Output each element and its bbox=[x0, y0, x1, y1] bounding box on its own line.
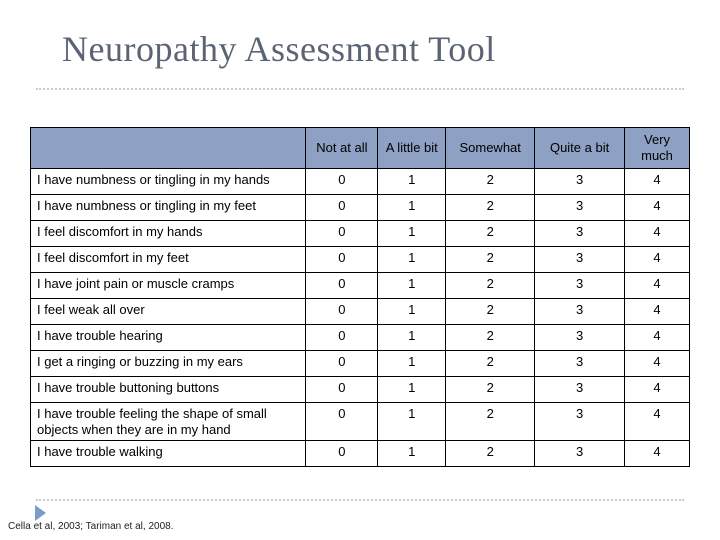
title-divider bbox=[36, 88, 684, 90]
score-cell: 2 bbox=[446, 195, 535, 221]
score-cell: 2 bbox=[446, 377, 535, 403]
table-row bbox=[31, 377, 690, 403]
score-cell: 0 bbox=[306, 403, 378, 441]
triangle-bullet-icon bbox=[35, 505, 46, 521]
score-cell: 4 bbox=[625, 403, 690, 441]
score-cell: 1 bbox=[378, 273, 446, 299]
score-cell: 0 bbox=[306, 441, 378, 467]
score-cell: 3 bbox=[535, 441, 625, 467]
table-row bbox=[31, 441, 690, 467]
score-cell: 1 bbox=[378, 377, 446, 403]
row-item: I have trouble walking bbox=[31, 441, 306, 467]
score-cell: 2 bbox=[446, 403, 535, 441]
slide-title: Neuropathy Assessment Tool bbox=[62, 29, 496, 69]
score-cell: 2 bbox=[446, 299, 535, 325]
row-item: I feel discomfort in my feet bbox=[31, 247, 306, 273]
score-cell: 3 bbox=[535, 195, 625, 221]
score-cell: 3 bbox=[535, 377, 625, 403]
header-somewhat: Somewhat bbox=[446, 128, 535, 169]
score-cell: 1 bbox=[378, 247, 446, 273]
score-cell: 4 bbox=[625, 273, 690, 299]
score-cell: 3 bbox=[535, 325, 625, 351]
assessment-table bbox=[30, 127, 690, 467]
score-cell: 2 bbox=[446, 325, 535, 351]
score-cell: 0 bbox=[306, 221, 378, 247]
score-cell: 4 bbox=[625, 195, 690, 221]
score-cell: 4 bbox=[625, 221, 690, 247]
header-very-much: Very much bbox=[625, 128, 690, 169]
score-cell: 4 bbox=[625, 351, 690, 377]
score-cell: 2 bbox=[446, 351, 535, 377]
score-cell: 2 bbox=[446, 441, 535, 467]
row-item: I feel weak all over bbox=[31, 299, 306, 325]
score-cell: 4 bbox=[625, 169, 690, 195]
footer-divider bbox=[36, 499, 684, 501]
header-item bbox=[31, 128, 306, 169]
table-row bbox=[31, 273, 690, 299]
score-cell: 0 bbox=[306, 377, 378, 403]
row-item: I have trouble feeling the shape of small objects when they are in my hand bbox=[31, 403, 306, 441]
table-header-row bbox=[31, 128, 690, 169]
score-cell: 3 bbox=[535, 299, 625, 325]
score-cell: 1 bbox=[378, 221, 446, 247]
table-row bbox=[31, 169, 690, 195]
score-cell: 1 bbox=[378, 195, 446, 221]
score-cell: 0 bbox=[306, 351, 378, 377]
table-row bbox=[31, 403, 690, 441]
score-cell: 3 bbox=[535, 403, 625, 441]
score-cell: 1 bbox=[378, 299, 446, 325]
row-item: I feel discomfort in my hands bbox=[31, 221, 306, 247]
score-cell: 3 bbox=[535, 169, 625, 195]
score-cell: 1 bbox=[378, 351, 446, 377]
table-row bbox=[31, 325, 690, 351]
score-cell: 2 bbox=[446, 221, 535, 247]
row-item: I have joint pain or muscle cramps bbox=[31, 273, 306, 299]
score-cell: 0 bbox=[306, 299, 378, 325]
score-cell: 0 bbox=[306, 169, 378, 195]
score-cell: 3 bbox=[535, 273, 625, 299]
row-item: I have numbness or tingling in my hands bbox=[31, 169, 306, 195]
score-cell: 3 bbox=[535, 247, 625, 273]
table-row bbox=[31, 247, 690, 273]
table-row bbox=[31, 221, 690, 247]
header-a-little-bit: A little bit bbox=[378, 128, 446, 169]
row-item: I get a ringing or buzzing in my ears bbox=[31, 351, 306, 377]
score-cell: 1 bbox=[378, 441, 446, 467]
score-cell: 1 bbox=[378, 403, 446, 441]
score-cell: 4 bbox=[625, 377, 690, 403]
score-cell: 4 bbox=[625, 299, 690, 325]
header-not-at-all: Not at all bbox=[306, 128, 378, 169]
score-cell: 1 bbox=[378, 325, 446, 351]
score-cell: 2 bbox=[446, 169, 535, 195]
score-cell: 4 bbox=[625, 441, 690, 467]
row-item: I have numbness or tingling in my feet bbox=[31, 195, 306, 221]
table-body bbox=[31, 169, 690, 467]
table-row bbox=[31, 299, 690, 325]
table-row bbox=[31, 195, 690, 221]
score-cell: 3 bbox=[535, 351, 625, 377]
row-item: I have trouble buttoning buttons bbox=[31, 377, 306, 403]
score-cell: 4 bbox=[625, 247, 690, 273]
score-cell: 4 bbox=[625, 325, 690, 351]
score-cell: 2 bbox=[446, 247, 535, 273]
header-quite-a-bit: Quite a bit bbox=[535, 128, 625, 169]
row-item: I have trouble hearing bbox=[31, 325, 306, 351]
citation-text: Cella et al, 2003; Tariman et al, 2008. bbox=[8, 521, 174, 532]
score-cell: 2 bbox=[446, 273, 535, 299]
score-cell: 0 bbox=[306, 247, 378, 273]
score-cell: 3 bbox=[535, 221, 625, 247]
score-cell: 0 bbox=[306, 273, 378, 299]
score-cell: 0 bbox=[306, 325, 378, 351]
score-cell: 1 bbox=[378, 169, 446, 195]
score-cell: 0 bbox=[306, 195, 378, 221]
table-row bbox=[31, 351, 690, 377]
